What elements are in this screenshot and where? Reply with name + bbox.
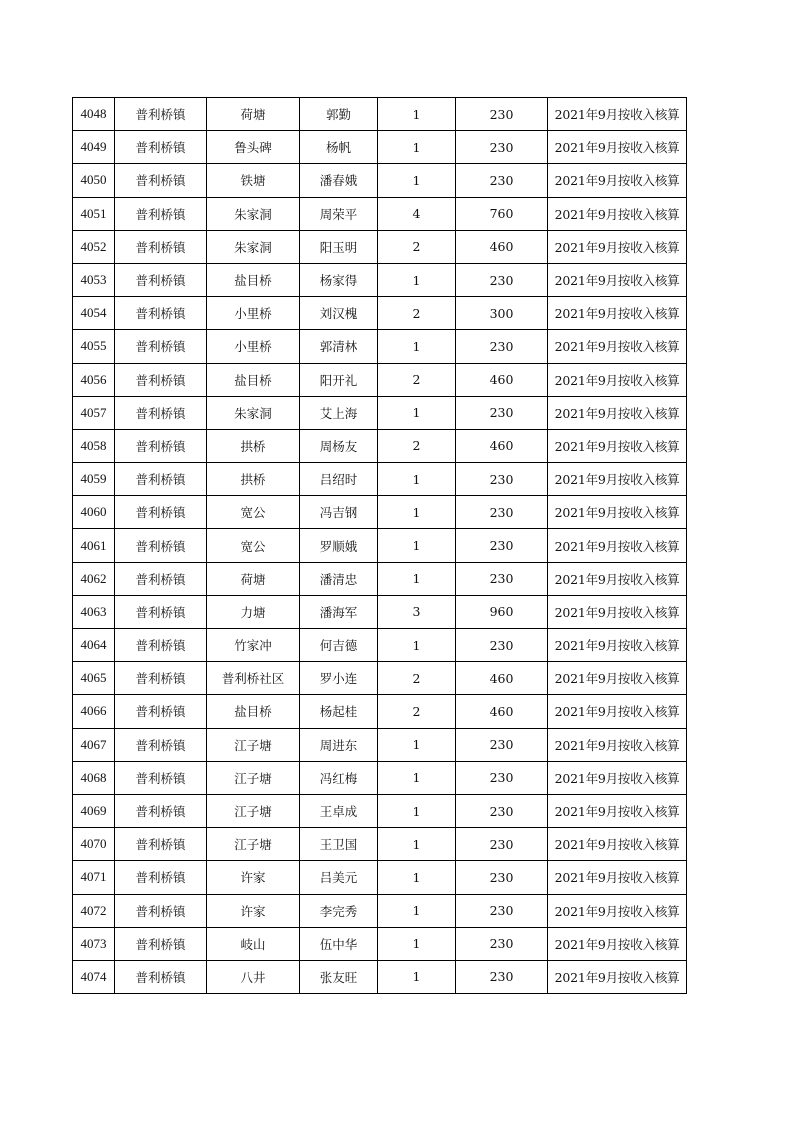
name-cell: 艾上海 [300, 396, 378, 429]
note-cell: 2021年9月按收入核算 [548, 794, 687, 827]
amount-cell: 230 [456, 927, 548, 960]
count-cell: 1 [378, 861, 456, 894]
count-cell: 2 [378, 230, 456, 263]
village-cell: 鲁头碑 [207, 131, 300, 164]
amount-cell: 230 [456, 562, 548, 595]
name-cell: 周荣平 [300, 197, 378, 230]
amount-cell: 460 [456, 230, 548, 263]
name-cell: 杨起桂 [300, 695, 378, 728]
count-cell: 1 [378, 164, 456, 197]
town-cell: 普利桥镇 [115, 330, 207, 363]
table-row [73, 794, 687, 827]
record-number: 4061 [73, 529, 115, 562]
town-cell: 普利桥镇 [115, 496, 207, 529]
note-cell: 2021年9月按收入核算 [548, 960, 687, 993]
village-cell: 朱家洞 [207, 396, 300, 429]
town-cell: 普利桥镇 [115, 695, 207, 728]
note-cell: 2021年9月按收入核算 [548, 861, 687, 894]
record-number: 4048 [73, 98, 115, 131]
town-cell: 普利桥镇 [115, 429, 207, 462]
town-cell: 普利桥镇 [115, 197, 207, 230]
note-cell: 2021年9月按收入核算 [548, 98, 687, 131]
note-cell: 2021年9月按收入核算 [548, 629, 687, 662]
name-cell: 吕绍时 [300, 463, 378, 496]
count-cell: 1 [378, 629, 456, 662]
town-cell: 普利桥镇 [115, 761, 207, 794]
village-cell: 盐目桥 [207, 363, 300, 396]
note-cell: 2021年9月按收入核算 [548, 330, 687, 363]
count-cell: 1 [378, 894, 456, 927]
table-row [73, 197, 687, 230]
table-row [73, 529, 687, 562]
note-cell: 2021年9月按收入核算 [548, 828, 687, 861]
record-number: 4050 [73, 164, 115, 197]
village-cell: 小里桥 [207, 297, 300, 330]
amount-cell: 230 [456, 728, 548, 761]
name-cell: 潘春娥 [300, 164, 378, 197]
table-row [73, 960, 687, 993]
record-number: 4051 [73, 197, 115, 230]
village-cell: 竹家冲 [207, 629, 300, 662]
note-cell: 2021年9月按收入核算 [548, 894, 687, 927]
table-row [73, 263, 687, 296]
amount-cell: 300 [456, 297, 548, 330]
name-cell: 冯红梅 [300, 761, 378, 794]
town-cell: 普利桥镇 [115, 98, 207, 131]
village-cell: 小里桥 [207, 330, 300, 363]
table-row [73, 496, 687, 529]
table-row [73, 761, 687, 794]
village-cell: 朱家洞 [207, 197, 300, 230]
village-cell: 普利桥社区 [207, 662, 300, 695]
village-cell: 荷塘 [207, 98, 300, 131]
record-number: 4070 [73, 828, 115, 861]
count-cell: 1 [378, 960, 456, 993]
village-cell: 拱桥 [207, 429, 300, 462]
amount-cell: 230 [456, 263, 548, 296]
name-cell: 何吉德 [300, 629, 378, 662]
amount-cell: 230 [456, 529, 548, 562]
count-cell: 2 [378, 363, 456, 396]
name-cell: 罗小连 [300, 662, 378, 695]
count-cell: 1 [378, 330, 456, 363]
count-cell: 1 [378, 562, 456, 595]
record-number: 4073 [73, 927, 115, 960]
name-cell: 李完秀 [300, 894, 378, 927]
table-row [73, 861, 687, 894]
note-cell: 2021年9月按收入核算 [548, 927, 687, 960]
record-number: 4060 [73, 496, 115, 529]
village-cell: 荷塘 [207, 562, 300, 595]
amount-cell: 460 [456, 429, 548, 462]
name-cell: 潘海军 [300, 595, 378, 628]
count-cell: 1 [378, 263, 456, 296]
note-cell: 2021年9月按收入核算 [548, 263, 687, 296]
records-table [72, 97, 687, 994]
village-cell: 宽公 [207, 529, 300, 562]
town-cell: 普利桥镇 [115, 562, 207, 595]
note-cell: 2021年9月按收入核算 [548, 197, 687, 230]
table-row [73, 297, 687, 330]
count-cell: 1 [378, 529, 456, 562]
town-cell: 普利桥镇 [115, 529, 207, 562]
name-cell: 王卓成 [300, 794, 378, 827]
town-cell: 普利桥镇 [115, 595, 207, 628]
note-cell: 2021年9月按收入核算 [548, 164, 687, 197]
village-cell: 铁塘 [207, 164, 300, 197]
note-cell: 2021年9月按收入核算 [548, 595, 687, 628]
village-cell: 盐目桥 [207, 695, 300, 728]
name-cell: 张友旺 [300, 960, 378, 993]
record-number: 4064 [73, 629, 115, 662]
count-cell: 4 [378, 197, 456, 230]
note-cell: 2021年9月按收入核算 [548, 761, 687, 794]
count-cell: 1 [378, 396, 456, 429]
note-cell: 2021年9月按收入核算 [548, 695, 687, 728]
village-cell: 江子塘 [207, 794, 300, 827]
town-cell: 普利桥镇 [115, 230, 207, 263]
village-cell: 朱家洞 [207, 230, 300, 263]
count-cell: 3 [378, 595, 456, 628]
town-cell: 普利桥镇 [115, 662, 207, 695]
village-cell: 许家 [207, 894, 300, 927]
record-number: 4071 [73, 861, 115, 894]
note-cell: 2021年9月按收入核算 [548, 496, 687, 529]
amount-cell: 230 [456, 330, 548, 363]
count-cell: 1 [378, 794, 456, 827]
amount-cell: 460 [456, 662, 548, 695]
table-row [73, 728, 687, 761]
record-number: 4056 [73, 363, 115, 396]
village-cell: 岐山 [207, 927, 300, 960]
town-cell: 普利桥镇 [115, 894, 207, 927]
count-cell: 1 [378, 496, 456, 529]
village-cell: 力塘 [207, 595, 300, 628]
record-number: 4066 [73, 695, 115, 728]
town-cell: 普利桥镇 [115, 927, 207, 960]
table-row [73, 429, 687, 462]
amount-cell: 230 [456, 164, 548, 197]
town-cell: 普利桥镇 [115, 263, 207, 296]
town-cell: 普利桥镇 [115, 629, 207, 662]
town-cell: 普利桥镇 [115, 728, 207, 761]
record-number: 4057 [73, 396, 115, 429]
village-cell: 江子塘 [207, 728, 300, 761]
amount-cell: 760 [456, 197, 548, 230]
count-cell: 2 [378, 429, 456, 462]
village-cell: 拱桥 [207, 463, 300, 496]
amount-cell: 460 [456, 363, 548, 396]
record-number: 4065 [73, 662, 115, 695]
village-cell: 许家 [207, 861, 300, 894]
table-row [73, 595, 687, 628]
note-cell: 2021年9月按收入核算 [548, 562, 687, 595]
town-cell: 普利桥镇 [115, 828, 207, 861]
count-cell: 2 [378, 695, 456, 728]
record-number: 4069 [73, 794, 115, 827]
count-cell: 1 [378, 98, 456, 131]
name-cell: 郭清林 [300, 330, 378, 363]
village-cell: 盐目桥 [207, 263, 300, 296]
name-cell: 冯吉钢 [300, 496, 378, 529]
name-cell: 罗顺娥 [300, 529, 378, 562]
amount-cell: 230 [456, 496, 548, 529]
record-number: 4049 [73, 131, 115, 164]
record-number: 4052 [73, 230, 115, 263]
table-row [73, 662, 687, 695]
name-cell: 王卫国 [300, 828, 378, 861]
note-cell: 2021年9月按收入核算 [548, 363, 687, 396]
town-cell: 普利桥镇 [115, 131, 207, 164]
table-row [73, 330, 687, 363]
note-cell: 2021年9月按收入核算 [548, 297, 687, 330]
note-cell: 2021年9月按收入核算 [548, 529, 687, 562]
amount-cell: 230 [456, 761, 548, 794]
name-cell: 吕美元 [300, 861, 378, 894]
table-row [73, 927, 687, 960]
table-row [73, 131, 687, 164]
village-cell: 江子塘 [207, 761, 300, 794]
count-cell: 1 [378, 131, 456, 164]
table-body [73, 98, 687, 994]
amount-cell: 230 [456, 960, 548, 993]
town-cell: 普利桥镇 [115, 794, 207, 827]
note-cell: 2021年9月按收入核算 [548, 429, 687, 462]
record-number: 4055 [73, 330, 115, 363]
name-cell: 周杨友 [300, 429, 378, 462]
table-row [73, 562, 687, 595]
village-cell: 宽公 [207, 496, 300, 529]
note-cell: 2021年9月按收入核算 [548, 131, 687, 164]
amount-cell: 230 [456, 794, 548, 827]
table-row [73, 164, 687, 197]
table-row [73, 695, 687, 728]
amount-cell: 230 [456, 396, 548, 429]
count-cell: 2 [378, 297, 456, 330]
town-cell: 普利桥镇 [115, 297, 207, 330]
amount-cell: 230 [456, 98, 548, 131]
table-row [73, 98, 687, 131]
count-cell: 1 [378, 761, 456, 794]
table-row [73, 629, 687, 662]
town-cell: 普利桥镇 [115, 960, 207, 993]
count-cell: 2 [378, 662, 456, 695]
name-cell: 杨家得 [300, 263, 378, 296]
count-cell: 1 [378, 463, 456, 496]
name-cell: 阳玉明 [300, 230, 378, 263]
name-cell: 郭勤 [300, 98, 378, 131]
village-cell: 八井 [207, 960, 300, 993]
record-number: 4063 [73, 595, 115, 628]
name-cell: 周进东 [300, 728, 378, 761]
table-row [73, 363, 687, 396]
town-cell: 普利桥镇 [115, 861, 207, 894]
town-cell: 普利桥镇 [115, 463, 207, 496]
amount-cell: 230 [456, 131, 548, 164]
note-cell: 2021年9月按收入核算 [548, 463, 687, 496]
table-row [73, 396, 687, 429]
record-number: 4062 [73, 562, 115, 595]
record-number: 4067 [73, 728, 115, 761]
amount-cell: 230 [456, 894, 548, 927]
town-cell: 普利桥镇 [115, 363, 207, 396]
note-cell: 2021年9月按收入核算 [548, 230, 687, 263]
village-cell: 江子塘 [207, 828, 300, 861]
note-cell: 2021年9月按收入核算 [548, 662, 687, 695]
count-cell: 1 [378, 828, 456, 861]
record-number: 4072 [73, 894, 115, 927]
town-cell: 普利桥镇 [115, 396, 207, 429]
record-number: 4054 [73, 297, 115, 330]
table-row [73, 230, 687, 263]
count-cell: 1 [378, 927, 456, 960]
amount-cell: 230 [456, 629, 548, 662]
name-cell: 潘清忠 [300, 562, 378, 595]
name-cell: 伍中华 [300, 927, 378, 960]
name-cell: 阳开礼 [300, 363, 378, 396]
name-cell: 杨帆 [300, 131, 378, 164]
record-number: 4058 [73, 429, 115, 462]
town-cell: 普利桥镇 [115, 164, 207, 197]
table-row [73, 828, 687, 861]
amount-cell: 460 [456, 695, 548, 728]
name-cell: 刘汉槐 [300, 297, 378, 330]
record-number: 4059 [73, 463, 115, 496]
record-number: 4053 [73, 263, 115, 296]
count-cell: 1 [378, 728, 456, 761]
note-cell: 2021年9月按收入核算 [548, 396, 687, 429]
amount-cell: 230 [456, 463, 548, 496]
record-number: 4068 [73, 761, 115, 794]
amount-cell: 960 [456, 595, 548, 628]
amount-cell: 230 [456, 828, 548, 861]
table-row [73, 463, 687, 496]
record-number: 4074 [73, 960, 115, 993]
table-row [73, 894, 687, 927]
note-cell: 2021年9月按收入核算 [548, 728, 687, 761]
amount-cell: 230 [456, 861, 548, 894]
